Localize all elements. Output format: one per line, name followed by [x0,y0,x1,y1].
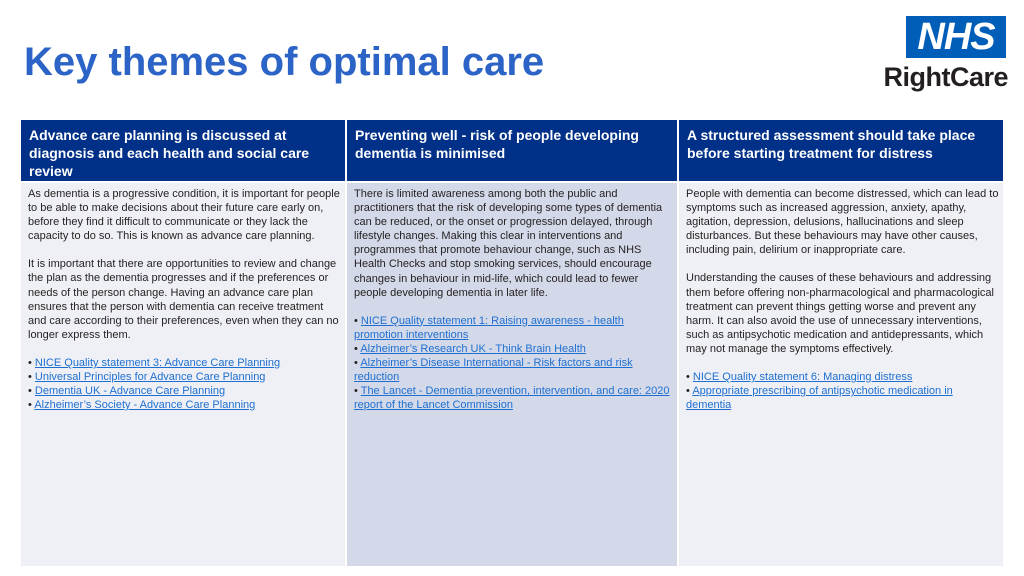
theme-paragraph: As dementia is a progressive condition, it is important for people to be able to make decisions about their future care early on, before they find it difficult to communicate or they lack the capacity to do so. This is known as advance care planning. [28,188,340,243]
link-item: • Alzheimer’s Disease International - Risk factors and risk reduction [354,357,633,384]
theme-paragraph: Understanding the causes of these behaviours and addressing them before offering non-pharmacological and pharmacological treatment can prevent things getting worse and prevent any harm. It can also avoid the use of unnecessary interventions, such as antipsychotic medication and antidepressants, which may not manage the symptoms effectively. [686,272,994,355]
resource-link[interactable]: NICE Quality statement 6: Managing distress [692,371,913,384]
link-item: • NICE Quality statement 3: Advance Care Planning [28,356,281,369]
link-item: • Universal Principles for Advance Care Planning [28,371,266,384]
nhs-logo-box: NHS [906,16,1006,58]
link-item: • Alzheimer’s Society - Advance Care Planning [28,399,256,412]
theme-column-preventing-well [347,120,677,566]
theme-body [679,183,1003,566]
themes-table [21,120,1003,566]
resource-link[interactable]: Appropriate prescribing of antipsychotic medication in dementia [686,385,953,412]
page-title: Key themes of optimal care [24,40,545,84]
resource-links [28,356,341,412]
link-item: • Dementia UK - Advance Care Planning [28,385,226,398]
theme-heading: Advance care planning is discussed at diagnosis and each health and social care review [21,120,345,181]
resource-links [354,314,673,413]
link-item: • The Lancet - Dementia prevention, intervention, and care: 2020 report of the Lancet Commission [354,385,670,412]
nhs-rightcare-logo [878,16,1008,96]
link-item: • NICE Quality statement 6: Managing distress [686,371,913,384]
theme-body [21,183,345,566]
link-item: • NICE Quality statement 1: Raising awareness - health promotion interventions [354,314,624,341]
rightcare-logo-text: RightCare [883,62,1008,92]
resource-link[interactable]: The Lancet - Dementia prevention, intervention, and care: 2020 report of the Lancet Commission [354,385,670,412]
link-item: • Alzheimer’s Research UK - Think Brain Health [354,342,586,355]
theme-heading: A structured assessment should take place before starting treatment for distress [679,120,1003,181]
resource-links [686,370,999,412]
theme-body [347,183,677,566]
resource-link[interactable]: NICE Quality statement 1: Raising awareness - health promotion interventions [354,314,624,341]
resource-link[interactable]: Alzheimer’s Research UK - Think Brain Health [360,342,586,355]
link-item: • Appropriate prescribing of antipsychotic medication in dementia [686,385,953,412]
theme-column-advance-care [21,120,345,566]
theme-paragraph: It is important that there are opportunities to review and change the plan as the dementia progresses and if the preferences or needs of the person change. Having an advance care plan ensures that the person with dementia can receive treatment and care according to their preferences, even when they can no longer express them. [28,258,339,341]
theme-column-structured-assessment [679,120,1003,566]
resource-link[interactable]: NICE Quality statement 3: Advance Care Planning [34,356,281,369]
theme-paragraph: People with dementia can become distressed, which can lead to symptoms such as increased aggression, anxiety, apathy, agitation, depression, delusions, hallucinations and sleep disturbances. But these behaviours may have other causes, including pain, delirium or inappropriate care. [686,188,999,257]
theme-paragraph: There is limited awareness among both the public and practitioners that the risk of developing some types of dementia can be reduced, or the onset or progression delayed, through lifestyle changes. Making this clear in interventions and programmes that promote behaviour change, such as NHS Health Checks and stop smoking services, should encourage changes in behaviour in mid-life, which could lead to fewer people developing dementia in later life. [354,188,663,299]
resource-link[interactable]: Alzheimer’s Society - Advance Care Planning [34,399,256,412]
resource-link[interactable]: Dementia UK - Advance Care Planning [34,385,226,398]
resource-link[interactable]: Universal Principles for Advance Care Planning [34,371,266,384]
theme-heading: Preventing well - risk of people developing dementia is minimised [347,120,677,181]
resource-link[interactable]: Alzheimer’s Disease International - Risk factors and risk reduction [354,357,633,384]
